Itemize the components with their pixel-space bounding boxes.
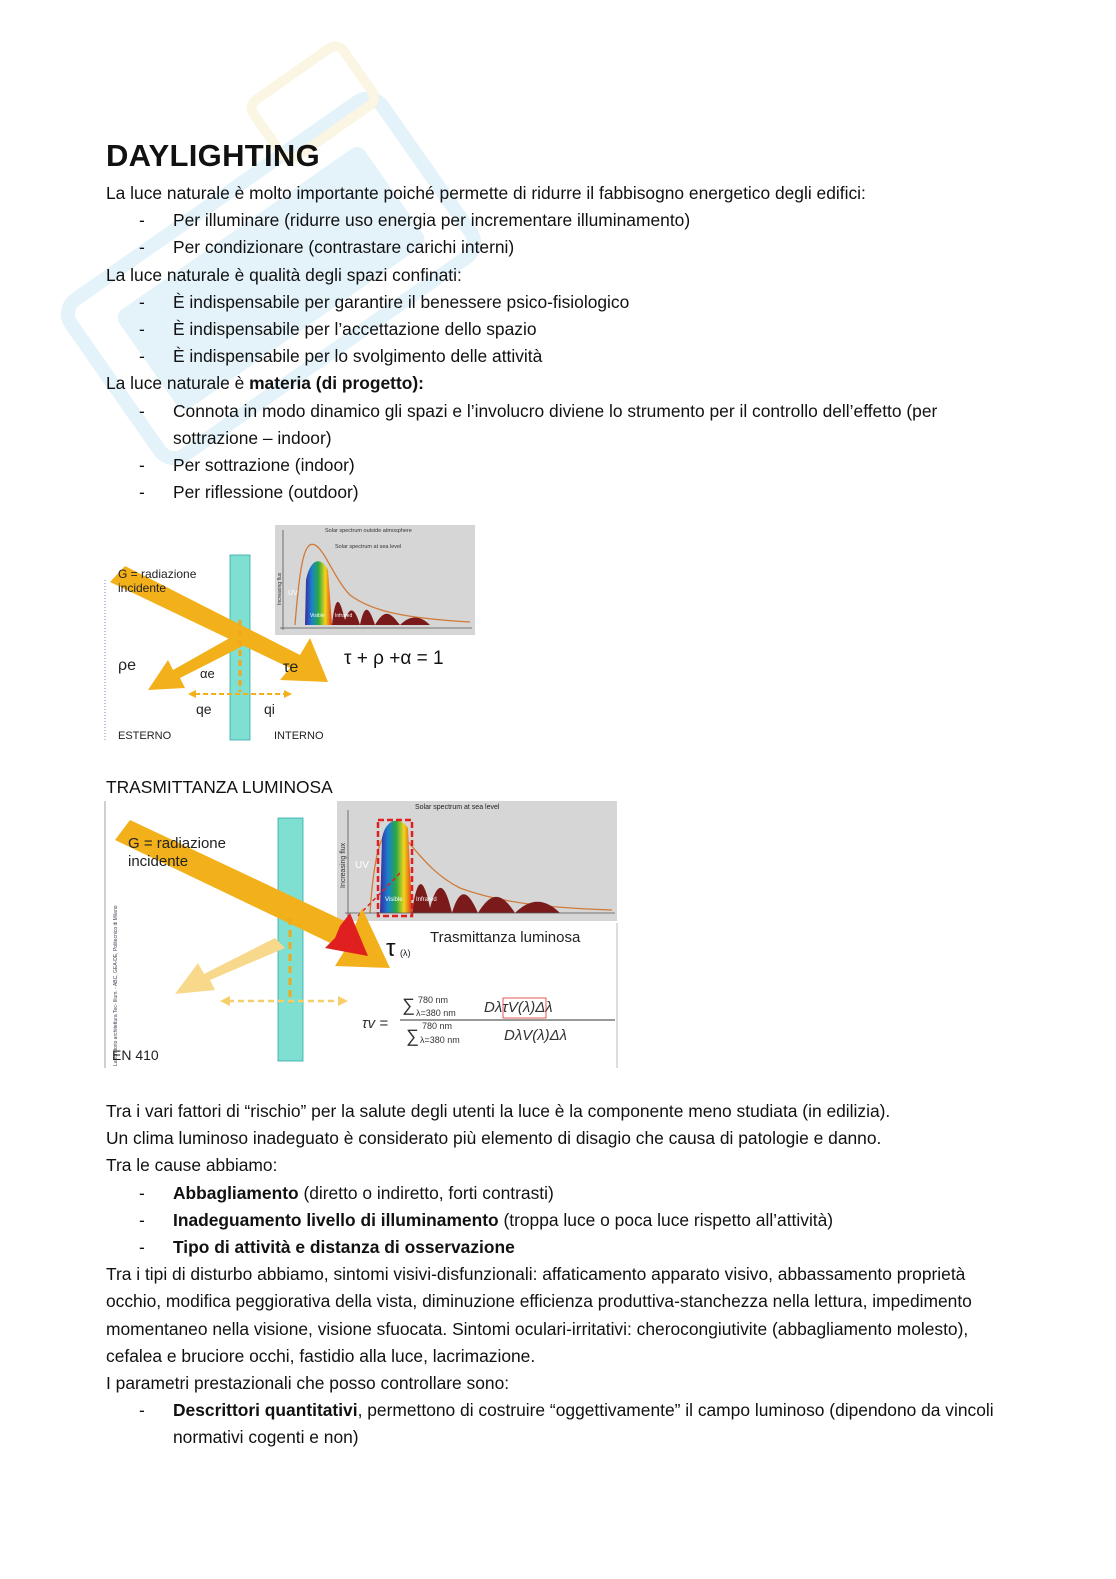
bold-text: Inadeguamento livello di illuminamento (173, 1209, 499, 1230)
visible-label: Visible (385, 897, 403, 903)
text: , permettono di costruire “oggettivamente” il campo luminoso (dipendono da vincoli normativi cogenti e non) (173, 1400, 994, 1448)
alpha-label: αe (200, 666, 215, 681)
g-label: G = radiazione (118, 567, 197, 581)
list-item: - Per illuminare (ridurre uso energia per incrementare illuminamento) (106, 207, 1006, 234)
uv-label: UV (355, 860, 369, 871)
paragraph: La luce naturale è qualità degli spazi confinati: (106, 264, 462, 285)
bold-text: Descrittori quantitativi (173, 1400, 358, 1421)
glass-pane (278, 818, 303, 1061)
list-item (106, 1207, 1006, 1234)
paragraph: La luce naturale è molto importante poiché permette di ridurre il fabbisogno energetico degli edifici: (106, 183, 866, 203)
balance-equation: τ + ρ +α = 1 (344, 648, 444, 669)
rho-label: ρe (118, 657, 136, 674)
text: (troppa luce o poca luce rispetto all’attività) (498, 1209, 834, 1230)
paragraph: I parametri prestazionali che posso controllare sono: (106, 1373, 510, 1394)
radiation-diagram (100, 520, 480, 745)
esterno-label: ESTERNO (118, 730, 172, 742)
paragraph: Tra le cause abbiamo: (106, 1155, 278, 1176)
spectrum-title-1: Solar spectrum outside atmosphere (325, 528, 412, 534)
g-label: G = radiazione (128, 835, 226, 852)
tau-symbol: τ (386, 935, 396, 962)
numerator: DλτV(λ)Δλ (484, 999, 553, 1016)
bold-text: Tipo di attività e distanza di osservazione (173, 1237, 515, 1258)
text: (diretto o indiretto, forti contrasti) (298, 1182, 554, 1203)
sum-bottom-limit-2: λ=380 nm (420, 1035, 460, 1045)
sum-symbol-bottom: ∑ (406, 1026, 419, 1046)
g-label-2: incidente (128, 853, 189, 870)
side-credit: Laboratorio architettura Tec- Illum. - ABC, GEA-DE, Politecnico di Milano (113, 905, 119, 1066)
bullet-list (106, 1180, 1006, 1262)
list-item: - È indispensabile per lo svolgimento delle attività (106, 343, 1006, 370)
g-label-2: incidente (118, 581, 167, 595)
qi-label: qi (264, 701, 275, 717)
en410-label: EN 410 (112, 1047, 159, 1063)
transmittance-diagram (100, 798, 620, 1073)
paragraph (106, 370, 1006, 397)
spectrum-title-2: Solar spectrum at sea level (335, 544, 402, 550)
bullet-list (106, 1397, 1006, 1451)
visible-label: Visible (310, 613, 325, 619)
paragraph-disturbi: Tra i tipi di disturbo abbiamo, sintomi visivi-disfunzionali: affaticamento apparato visivo, abbassamento proprietà occhio, modifica peggiorativa della vista, diminuzione efficienza produttiva-stanchezza nella lettura, impedimento momentaneo nella visione, visione sfuocata. Sintomi oculari-irritativi: cherocongiutivite (abbagliamento molesto), cefalea e bruciore occhi, fastidio alla luce, lacrimazione. (106, 1264, 972, 1366)
sum-symbol-top: ∑ (402, 995, 415, 1015)
sum-top-limit: 780 nm (418, 995, 449, 1005)
list-item: - È indispensabile per l’accettazione dello spazio (106, 316, 1006, 343)
infrared-label: Infrared (335, 613, 353, 619)
lambda-subscript: (λ) (400, 948, 411, 958)
caption-trasmittanza: TRASMITTANZA LUMINOSA (106, 777, 333, 797)
list-item (106, 1397, 1006, 1451)
bold-text: Abbagliamento (173, 1182, 299, 1203)
infrared-label: Infrared (416, 897, 437, 903)
denominator: DλV(λ)Δλ (504, 1027, 568, 1044)
paragraph: Un clima luminoso inadeguato è considerato più elemento di disagio che causa di patologie e danno. (106, 1128, 882, 1149)
interno-label: INTERNO (274, 730, 324, 742)
sum-bottom-limit: λ=380 nm (416, 1008, 456, 1018)
y-axis-label: Increasing flux (340, 842, 347, 888)
formula-lhs: τv = (362, 1015, 389, 1032)
reflected-arrow (175, 938, 285, 994)
bullet-list (106, 207, 1006, 261)
spectrum-panel (275, 525, 475, 635)
list-item (106, 1234, 1006, 1261)
page-title: DAYLIGHTING (106, 138, 321, 173)
spectrum-title: Solar spectrum at sea level (415, 804, 500, 811)
list-item: - Connota in modo dinamico gli spazi e l’involucro diviene lo strumento per il controllo dell’effetto (per sottrazione – indoor) (106, 398, 1006, 452)
list-item: - È indispensabile per garantire il benessere psico-fisiologico (106, 289, 1006, 316)
trasmittanza-label: Trasmittanza luminosa (430, 929, 581, 946)
tau-label: τe (283, 659, 299, 676)
section-energy (106, 180, 1006, 506)
y-axis-label: Increasing flux (277, 572, 283, 605)
uv-label: UV (288, 590, 298, 597)
sum-top-limit-2: 780 nm (422, 1021, 453, 1031)
text: La luce naturale è (106, 373, 250, 394)
bullet-list (106, 398, 1006, 507)
qe-label: qe (196, 701, 212, 717)
paragraph: Tra i vari fattori di “rischio” per la salute degli utenti la luce è la componente meno studiata (in edilizia). (106, 1101, 891, 1121)
list-item (106, 1180, 1006, 1207)
list-item: - Per riflessione (outdoor) (106, 479, 1006, 506)
section-health (106, 1098, 1006, 1452)
list-item: - Per condizionare (contrastare carichi interni) (106, 234, 1006, 261)
list-item: - Per sottrazione (indoor) (106, 452, 1006, 479)
bullet-list (106, 289, 1006, 371)
bold-text: materia (di progetto): (249, 373, 424, 394)
